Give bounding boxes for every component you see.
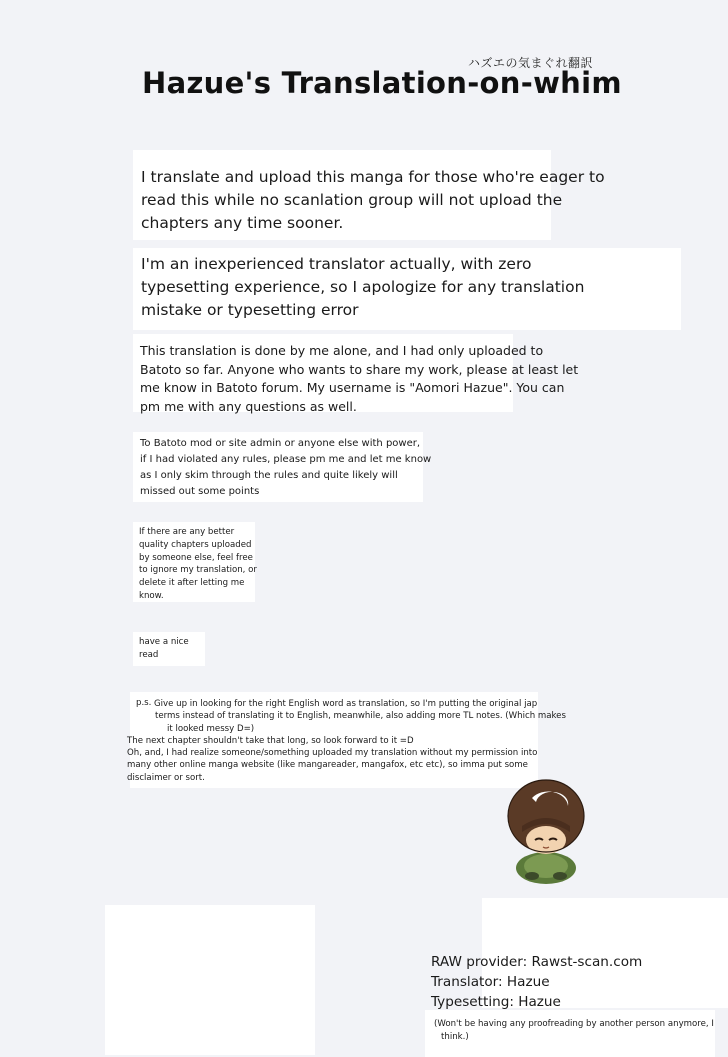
ps-line: Oh, and, I had realize someone/something uploaded my translation without my permission into [127, 748, 538, 759]
intro-line: chapters any time sooner. [141, 214, 344, 232]
better-quality-line: quality chapters uploaded [139, 539, 252, 550]
japanese-credit: ハズエの気まぐれ翻訳 [468, 56, 594, 70]
intro-paragraph [141, 166, 605, 235]
nice-read-line: have a nice [139, 637, 189, 647]
better-quality-line: by someone else, feel free [139, 552, 253, 563]
credit-typesetting: Typesetting: Hazue [431, 994, 561, 1010]
mod-notice-line: if I had violated any rules, please pm me and let me know [140, 454, 432, 465]
ps-line: The next chapter shouldn't take that long, so look forward to it =D [127, 735, 414, 746]
credit-translator: Translator: Hazue [431, 974, 550, 990]
apology-line: mistake or typesetting error [141, 301, 359, 319]
page-title: Hazue's Translation-on-whim [142, 66, 622, 100]
better-quality-line: know. [139, 590, 164, 601]
sharing-paragraph [140, 342, 578, 416]
sharing-line: pm me with any questions as well. [140, 398, 357, 414]
better-quality-line: to ignore my translation, or [139, 565, 257, 576]
better-quality-line: delete it after letting me [139, 578, 245, 589]
intro-line: I translate and upload this manga for those who're eager to [141, 168, 605, 186]
sharing-line: Batoto so far. Anyone who wants to share my work, please at least let [140, 361, 579, 377]
ps-line: Give up in looking for the right English word as translation, so I'm putting the original jap [154, 699, 538, 709]
ps-line: it looked messy D=) [167, 723, 255, 734]
proofreading-note [434, 1018, 714, 1044]
mod-notice-paragraph [140, 436, 431, 500]
mod-notice-line: missed out some points [140, 486, 260, 497]
better-quality-line: If there are any better [139, 527, 235, 537]
note-line: think.) [441, 1032, 469, 1042]
text-patch [105, 905, 315, 1055]
note-line: (Won't be having any proofreading by another person anymore, I [434, 1019, 714, 1029]
credit-raw-provider: RAW provider: Rawst-scan.com [431, 954, 643, 970]
credits-block [431, 952, 642, 1012]
ps-line: terms instead of translating it to English, meanwhile, also adding more TL notes. (Which makes [155, 711, 566, 722]
apology-line: typesetting experience, so I apologize for any translation [141, 278, 585, 296]
nice-read-paragraph [139, 636, 189, 662]
nice-read-line: read [139, 649, 159, 660]
mod-notice-line: as I only skim through the rules and quite likely will [140, 470, 398, 481]
ps-label: p.s. [136, 698, 152, 708]
ps-line: disclaimer or sort. [127, 772, 205, 783]
sharing-line: me know in Batoto forum. My username is "Aomori Hazue". You can [140, 380, 565, 395]
chibi-character-icon [502, 776, 590, 886]
ps-line: many other online manga website (like mangareader, mangafox, etc etc), so imma put some [127, 760, 528, 771]
intro-line: read this while no scanlation group will not upload the [141, 191, 563, 209]
mod-notice-line: To Batoto mod or site admin or anyone else with power, [140, 438, 421, 449]
apology-line: I'm an inexperienced translator actually, with zero [141, 255, 532, 273]
better-quality-paragraph [139, 526, 257, 603]
sharing-line: This translation is done by me alone, and I had only uploaded to [140, 343, 544, 358]
apology-paragraph [141, 253, 584, 322]
